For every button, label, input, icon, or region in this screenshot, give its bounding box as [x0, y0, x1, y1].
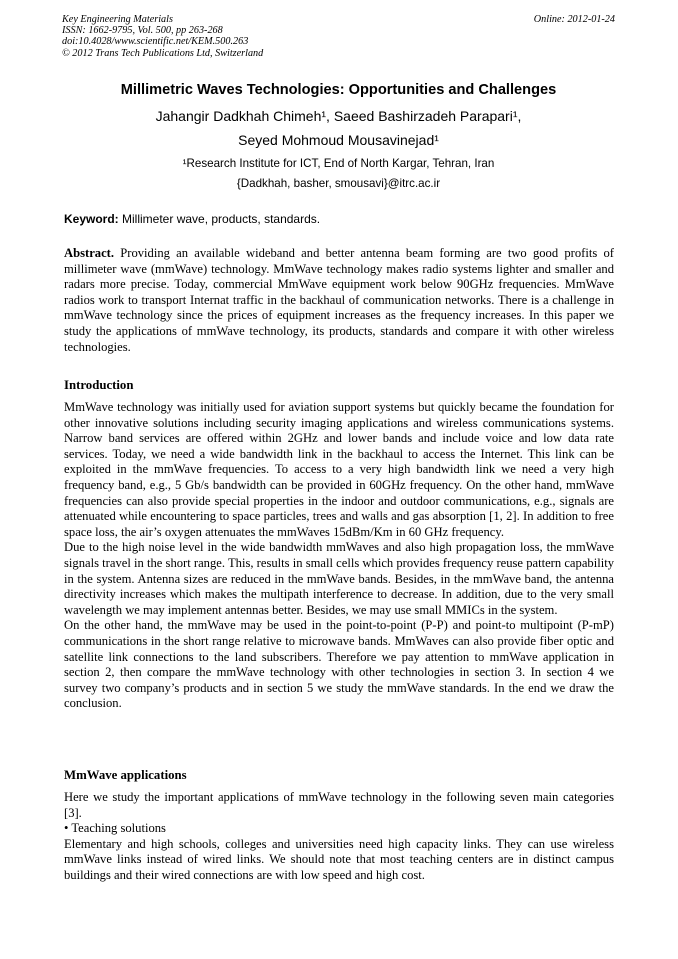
author-list [62, 104, 615, 152]
authors-line-2: Seyed Mohmoud Mousavinejad¹ [238, 132, 439, 148]
abstract-text: Providing an available wideband and better antenna beam forming are two good profits of millimeter wave (mmWave) technology. MmWave technology makes radio systems lighter and smaller and radars more precise. Today, commercial MmWave equipment work below 90GHz frequencies. MmWave radios work to transport Internat traffic in the backhaul of communication networks. There is a challenge in mmWave technology since the prices of equipment increases as the frequency increases. In this paper we study the applications of mmWave technology, its products, standards and compare it with other wireless technologies. [64, 246, 614, 354]
introduction-paragraph-2: Due to the high noise level in the wide bandwidth mmWaves and also high propagation loss, the mmWave signals travel in the short range. This, results in small cells which provides frequency reuse pattern capability in the system. Antenna sizes are reduced in the mmWave bands. Besides, in the mmWave band, the antenna directivity increases which makes the multipath interference to decrease. In addition, due to the very small wavelength we may implement antennas better. Besides, we may use small MMICs in the system. [64, 540, 614, 617]
applications-paragraph-1: Here we study the important applications of mmWave technology in the following seven main categories [3]. [64, 790, 614, 820]
keywords-text: Millimeter wave, products, standards. [118, 212, 321, 226]
abstract-label: Abstract. [64, 246, 115, 260]
affiliation [62, 154, 615, 194]
applications-body [64, 790, 614, 884]
affiliation-institute: ¹Research Institute for ICT, End of North Kargar, Tehran, Iran [182, 157, 495, 170]
applications-heading: MmWave applications [64, 768, 187, 782]
paper-title: Millimetric Waves Technologies: Opportunities and Challenges [120, 82, 557, 98]
introduction-paragraph-3: On the other hand, the mmWave may be used in the point-to-point (P-P) and point-to multipoint (P-mP) communications in the short range relative to microwave bands. MmWaves can also provide fiber optic and satellite link connections to the land subscribers. Therefore we pay attention to mmWave application in section 2, then compare the mmWave technology with other technologies in section 3. In section 4 we survey two company’s products and in section 5 we study the mmWave standards. In the end we draw the conclusion. [64, 618, 614, 711]
issn-line: ISSN: 1662-9795, Vol. 500, pp 263-268 [62, 25, 223, 37]
applications-paragraph-2: Elementary and high schools, colleges and universities need high capacity links. They can use wireless mmWave links instead of wired links. We should note that most teaching centers are in distinct campus buildings and their wired connections are with low speed and high cost. [64, 836, 614, 882]
introduction-paragraph-1: MmWave technology was initially used for aviation support systems but quickly became the foundation for other innovative solutions including security imaging applications and wireless communications systems. Narrow band services are offered within 2GHz and lower bands and include voice and low data rate services. Today, we need a wide bandwidth link in the backhaul to access the Internet. This link can be exploited in the mmWave frequencies. To access to a very high bandwidth link we need a very high frequency band, e.g., 5 Gb/s bandwidth can be provided in 60GHz frequency. On the other hand, mmWave frequencies can also provide special properties in the indoor and outdoor communications, e.g., signals are attenuated while encountering to space particles, trees and walls and gas absorption [1, 2]. In addition to free space loss, the air’s oxygen attenuates the mmWaves 15dBm/Km in 60 GHz frequency. [64, 400, 614, 539]
keywords-label: Keyword: [64, 212, 119, 226]
affiliation-emails: {Dadkhah, basher, smousavi}@itrc.ac.ir [236, 177, 441, 190]
bullet-teaching-solutions: • Teaching solutions [64, 821, 166, 836]
authors-line-1: Jahangir Dadkhah Chimeh¹, Saeed Bashirzadeh Parapari¹, [155, 108, 522, 124]
introduction-body [64, 400, 614, 712]
keywords [64, 211, 617, 227]
doi-line: doi:10.4028/www.scientific.net/KEM.500.263 [62, 36, 249, 48]
copyright-line: © 2012 Trans Tech Publications Ltd, Switzerland [62, 47, 264, 59]
journal-name: Key Engineering Materials [62, 14, 173, 25]
abstract [64, 246, 614, 355]
running-header [62, 14, 615, 59]
online-date: Online: 2012-01-24 [533, 14, 615, 25]
introduction-heading: Introduction [64, 378, 134, 392]
